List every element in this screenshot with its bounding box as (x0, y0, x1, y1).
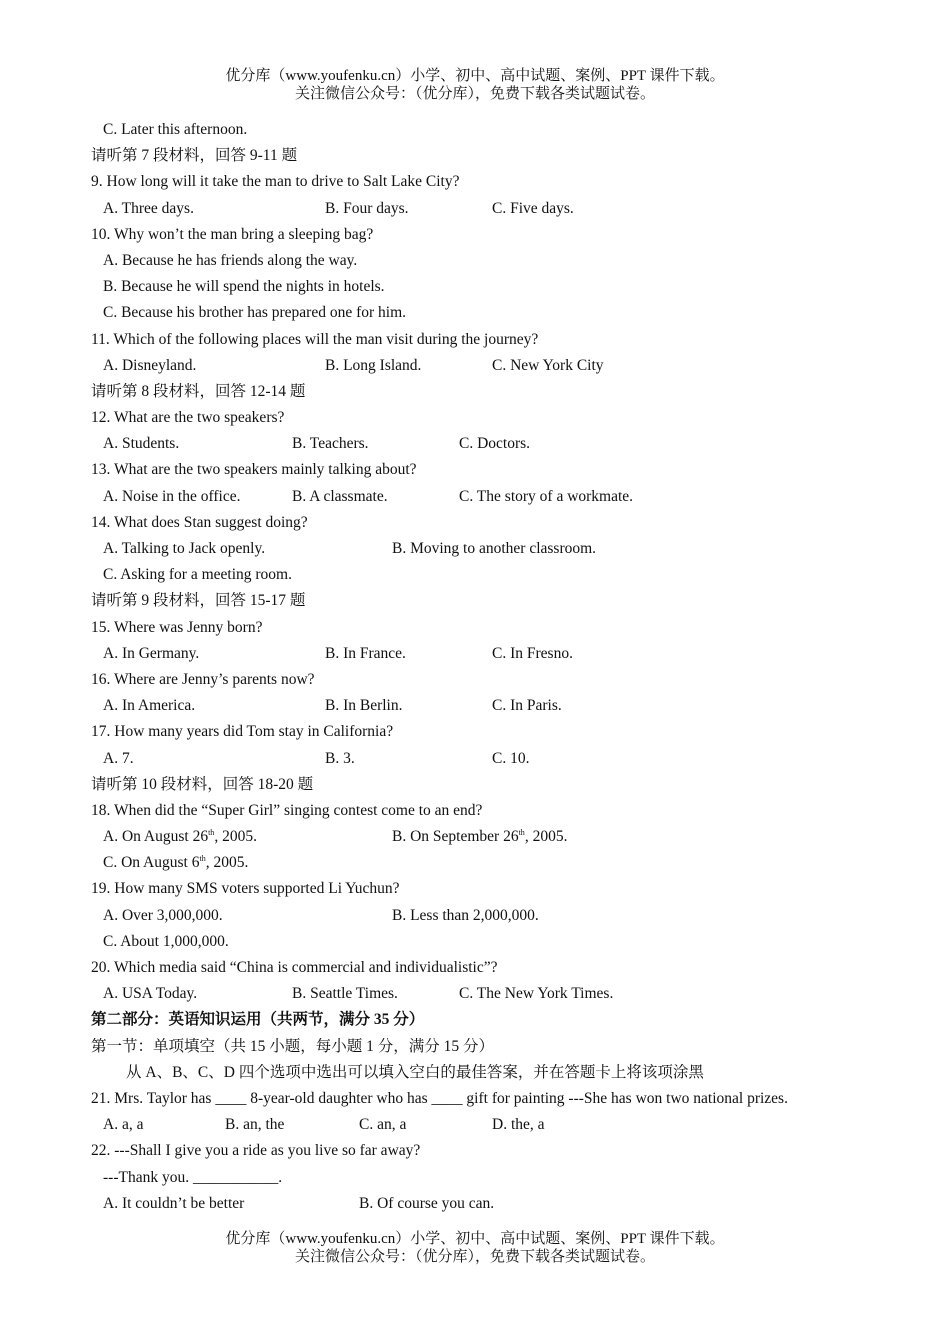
q13-stem: 13. What are the two speakers mainly talking about? (91, 461, 417, 479)
q15-option-a: A. In Germany. (103, 644, 200, 662)
q14-option-c: C. Asking for a meeting room. (103, 566, 292, 584)
q18-options (91, 824, 881, 850)
q17-option-c: C. 10. (492, 749, 530, 767)
q16-stem: 16. Where are Jenny’s parents now? (91, 670, 315, 688)
q9-option-b: B. Four days. (325, 199, 409, 217)
q16-option-a: A. In America. (103, 697, 196, 715)
part-2-title: 第二部分：英语知识运用（共两节，满分 35 分） (91, 1011, 425, 1029)
q19-stem: 19. How many SMS voters supported Li Yuchun? (91, 880, 400, 898)
q21-option-c: C. an, a (359, 1116, 407, 1134)
q12-stem: 12. What are the two speakers? (91, 409, 285, 427)
q10-option-c: C. Because his brother has prepared one for him. (103, 304, 407, 322)
q13-option-b: B. A classmate. (292, 487, 388, 505)
q12-option-c: C. Doctors. (459, 435, 531, 453)
header-line-2: 关注微信公众号：（优分库），免费下载各类试题试卷。 (294, 86, 655, 102)
section-8-instruction: 请听第 8 段材料，回答 12-14 题 (91, 382, 306, 400)
q22-option-a: A. It couldn’t be better (103, 1194, 245, 1212)
q18-option-a: A. On August 26th, 2005. (103, 827, 257, 846)
q20-options (91, 981, 881, 1007)
q16-option-b: B. In Berlin. (325, 697, 403, 715)
q17-option-b: B. 3. (325, 749, 355, 767)
q11-options (91, 353, 881, 379)
section-7-instruction: 请听第 7 段材料，回答 9-11 题 (91, 147, 298, 165)
q21-stem: 21. Mrs. Taylor has ____ 8-year-old daughter who has ____ gift for painting ---She has won two national prizes. (91, 1089, 788, 1107)
q12-options (91, 431, 881, 457)
q21-option-a: A. a, a (103, 1116, 144, 1134)
page-footer (0, 1230, 950, 1266)
q21-option-d: D. the, a (492, 1116, 545, 1134)
q9-option-c: C. Five days. (492, 199, 574, 217)
q19-option-b: B. Less than 2,000,000. (392, 906, 539, 924)
q11-option-a: A. Disneyland. (103, 356, 197, 374)
q11-option-b: B. Long Island. (325, 356, 422, 374)
q18-option-b: B. On September 26th, 2005. (392, 827, 568, 846)
q10-option-a: A. Because he has friends along the way. (103, 251, 358, 269)
q19-options (91, 903, 881, 929)
footer-line-1: 优分库（www.youfenku.cn）小学、初中、高中试题、案例、PPT 课件下载。 (225, 1231, 725, 1247)
q20-option-a: A. USA Today. (103, 985, 198, 1003)
q12-option-a: A. Students. (103, 435, 180, 453)
q19-option-c: C. About 1,000,000. (103, 932, 229, 950)
page-header (0, 67, 950, 103)
q17-stem: 17. How many years did Tom stay in California? (91, 723, 394, 741)
q18-option-c: C. On August 6th, 2005. (103, 854, 249, 872)
q18-stem: 18. When did the “Super Girl” singing contest come to an end? (91, 801, 483, 819)
q14-options (91, 536, 881, 562)
q11-option-c: C. New York City (492, 356, 604, 374)
section-1-instruction: 从 A、B、C、D 四个选项中选出可以填入空白的最佳答案，并在答题卡上将该项涂黑 (126, 1063, 704, 1081)
q20-stem: 20. Which media said “China is commercial and individualistic”? (91, 959, 498, 976)
section-1-title: 第一节：单项填空（共 15 小题，每小题 1 分，满分 15 分） (91, 1037, 495, 1055)
q20-option-c: C. The New York Times. (459, 985, 614, 1003)
q12-option-b: B. Teachers. (292, 435, 369, 453)
q17-options (91, 746, 881, 772)
q21-options (91, 1112, 881, 1138)
footer-line-2: 关注微信公众号：（优分库），免费下载各类试题试卷。 (294, 1249, 655, 1265)
q14-option-a: A. Talking to Jack openly. (103, 540, 266, 557)
q10-stem: 10. Why won’t the man bring a sleeping bag? (91, 225, 374, 243)
q9-stem: 9. How long will it take the man to drive to Salt Lake City? (91, 173, 460, 191)
q15-option-b: B. In France. (325, 644, 406, 662)
q11-stem: 11. Which of the following places will the man visit during the journey? (91, 330, 539, 348)
q16-options (91, 693, 881, 719)
q21-option-b: B. an, the (225, 1116, 285, 1134)
q19-option-a: A. Over 3,000,000. (103, 906, 223, 924)
q20-option-b: B. Seattle Times. (292, 985, 398, 1003)
q14-stem: 14. What does Stan suggest doing? (91, 513, 308, 531)
q16-option-c: C. In Paris. (492, 697, 562, 715)
q10-option-b: B. Because he will spend the nights in hotels. (103, 278, 385, 296)
q15-option-c: C. In Fresno. (492, 644, 573, 662)
section-9-instruction: 请听第 9 段材料，回答 15-17 题 (91, 592, 306, 610)
q22-stem: 22. ---Shall I give you a ride as you live so far away? (91, 1142, 421, 1160)
q13-options (91, 484, 881, 510)
q8-option-c: C. Later this afternoon. (103, 121, 248, 138)
q14-option-b: B. Moving to another classroom. (392, 540, 597, 557)
q22-response-line: ---Thank you. ___________. (103, 1168, 283, 1186)
q9-option-a: A. Three days. (103, 199, 194, 217)
q17-option-a: A. 7. (103, 749, 134, 767)
q13-option-a: A. Noise in the office. (103, 487, 241, 505)
q22-options (91, 1191, 881, 1217)
section-10-instruction: 请听第 10 段材料，回答 18-20 题 (91, 775, 314, 793)
q9-options (91, 196, 881, 222)
q15-stem: 15. Where was Jenny born? (91, 618, 263, 636)
q15-options (91, 641, 881, 667)
q22-option-b: B. Of course you can. (359, 1194, 495, 1212)
header-line-1: 优分库（www.youfenku.cn）小学、初中、高中试题、案例、PPT 课件下载。 (225, 68, 725, 84)
exam-content (91, 117, 881, 1217)
q13-option-c: C. The story of a workmate. (459, 487, 634, 505)
